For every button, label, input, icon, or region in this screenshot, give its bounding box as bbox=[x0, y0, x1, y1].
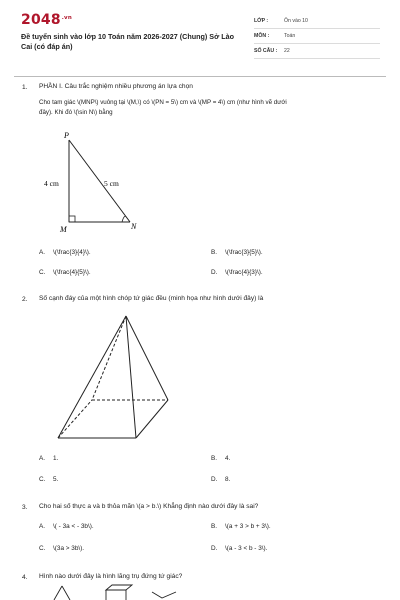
meta-count-value: 22 bbox=[284, 48, 290, 54]
lateral-edge-2 bbox=[126, 316, 136, 438]
label-side-mp: 4 cm bbox=[44, 179, 59, 188]
meta-count bbox=[254, 46, 380, 59]
q1-number: 1. bbox=[22, 84, 28, 91]
side-pn bbox=[69, 140, 130, 222]
q2-option-d[interactable]: D. 8. bbox=[211, 476, 231, 483]
angle-n-mark bbox=[122, 216, 126, 222]
q3-number: 3. bbox=[22, 504, 28, 511]
q3-option-a[interactable]: A. \( - 3a < - 3b\). bbox=[39, 523, 94, 530]
meta-subject-value: Toán bbox=[284, 33, 296, 39]
lateral-edge-4 bbox=[92, 316, 126, 400]
q2-option-c[interactable]: C. 5. bbox=[39, 476, 59, 483]
q1-text-line2: đây). Khi đó \(\sin N\) bằng bbox=[39, 109, 113, 116]
base-edge-right bbox=[136, 400, 168, 438]
meta-class-key: LỚP : bbox=[254, 18, 269, 24]
lateral-edge-1 bbox=[58, 316, 126, 438]
q2-number: 2. bbox=[22, 296, 28, 303]
logo-sub: .vn bbox=[61, 15, 72, 21]
meta-subject-key: MÔN : bbox=[254, 33, 270, 39]
label-m: M bbox=[60, 225, 67, 234]
q4-number: 4. bbox=[22, 574, 28, 581]
q4-figures-partial bbox=[40, 584, 200, 600]
logo-main: 2048 bbox=[21, 12, 61, 28]
q2-option-b[interactable]: B. 4. bbox=[211, 455, 231, 462]
q2-text: Số cạnh đáy của một hình chóp tứ giác đều (minh họa như hình dưới đây) là bbox=[39, 295, 264, 302]
q3-option-b[interactable]: B. \(a + 3 > b + 3\). bbox=[211, 523, 271, 530]
label-p: P bbox=[64, 131, 69, 140]
meta-subject bbox=[254, 31, 380, 44]
base-edge-left bbox=[58, 400, 92, 438]
meta-class-value: Ôn vào 10 bbox=[284, 18, 308, 24]
triangle-figure bbox=[40, 128, 150, 238]
q1-option-b[interactable]: B. \(\frac{3}{5}\). bbox=[211, 249, 263, 256]
header-divider bbox=[14, 76, 386, 77]
meta-count-key: SỐ CÂU : bbox=[254, 48, 278, 54]
q2-option-a[interactable]: A. 1. bbox=[39, 455, 59, 462]
pyramid-figure bbox=[50, 310, 175, 442]
right-angle-mark bbox=[69, 216, 75, 222]
q4-shape-a-edge2 bbox=[62, 586, 70, 600]
q4-shape-b-top bbox=[106, 585, 132, 590]
meta-class bbox=[254, 16, 380, 29]
q1-section-title: PHẦN I. Câu trắc nghiệm nhiều phương án lựa chọn bbox=[39, 83, 193, 90]
q4-shape-c-top bbox=[152, 592, 176, 598]
label-n: N bbox=[131, 222, 137, 231]
page-header bbox=[0, 0, 400, 66]
document-title: Đề tuyển sinh vào lớp 10 Toán năm 2026-2027 (Chung) Sở Lào Cai (có đáp án) bbox=[21, 32, 234, 51]
q1-option-a[interactable]: A. \(\frac{3}{4}\). bbox=[39, 249, 91, 256]
q4-shape-a-edge bbox=[54, 586, 62, 600]
q3-option-d[interactable]: D. \(a - 3 < b - 3\). bbox=[211, 545, 268, 552]
site-logo[interactable] bbox=[21, 12, 72, 28]
label-side-pn: 5 cm bbox=[104, 179, 119, 188]
q3-option-c[interactable]: C. \(3a > 3b\). bbox=[39, 545, 85, 552]
q1-text-line1: Cho tam giác \(MNP\) vuông tại \(M,\) có \(PN = 5\) cm và \(MP = 4\) cm (như hình vẽ dưới bbox=[39, 99, 287, 106]
q1-option-d[interactable]: D. \(\frac{4}{3}\). bbox=[211, 269, 263, 276]
q3-text: Cho hai số thực a và b thỏa mãn \(a > b.\) Khẳng định nào dưới đây là sai? bbox=[39, 503, 259, 510]
q4-text: Hình nào dưới đây là hình lăng trụ đứng tứ giác? bbox=[39, 573, 183, 580]
q1-option-c[interactable]: C. \(\frac{4}{5}\). bbox=[39, 269, 91, 276]
